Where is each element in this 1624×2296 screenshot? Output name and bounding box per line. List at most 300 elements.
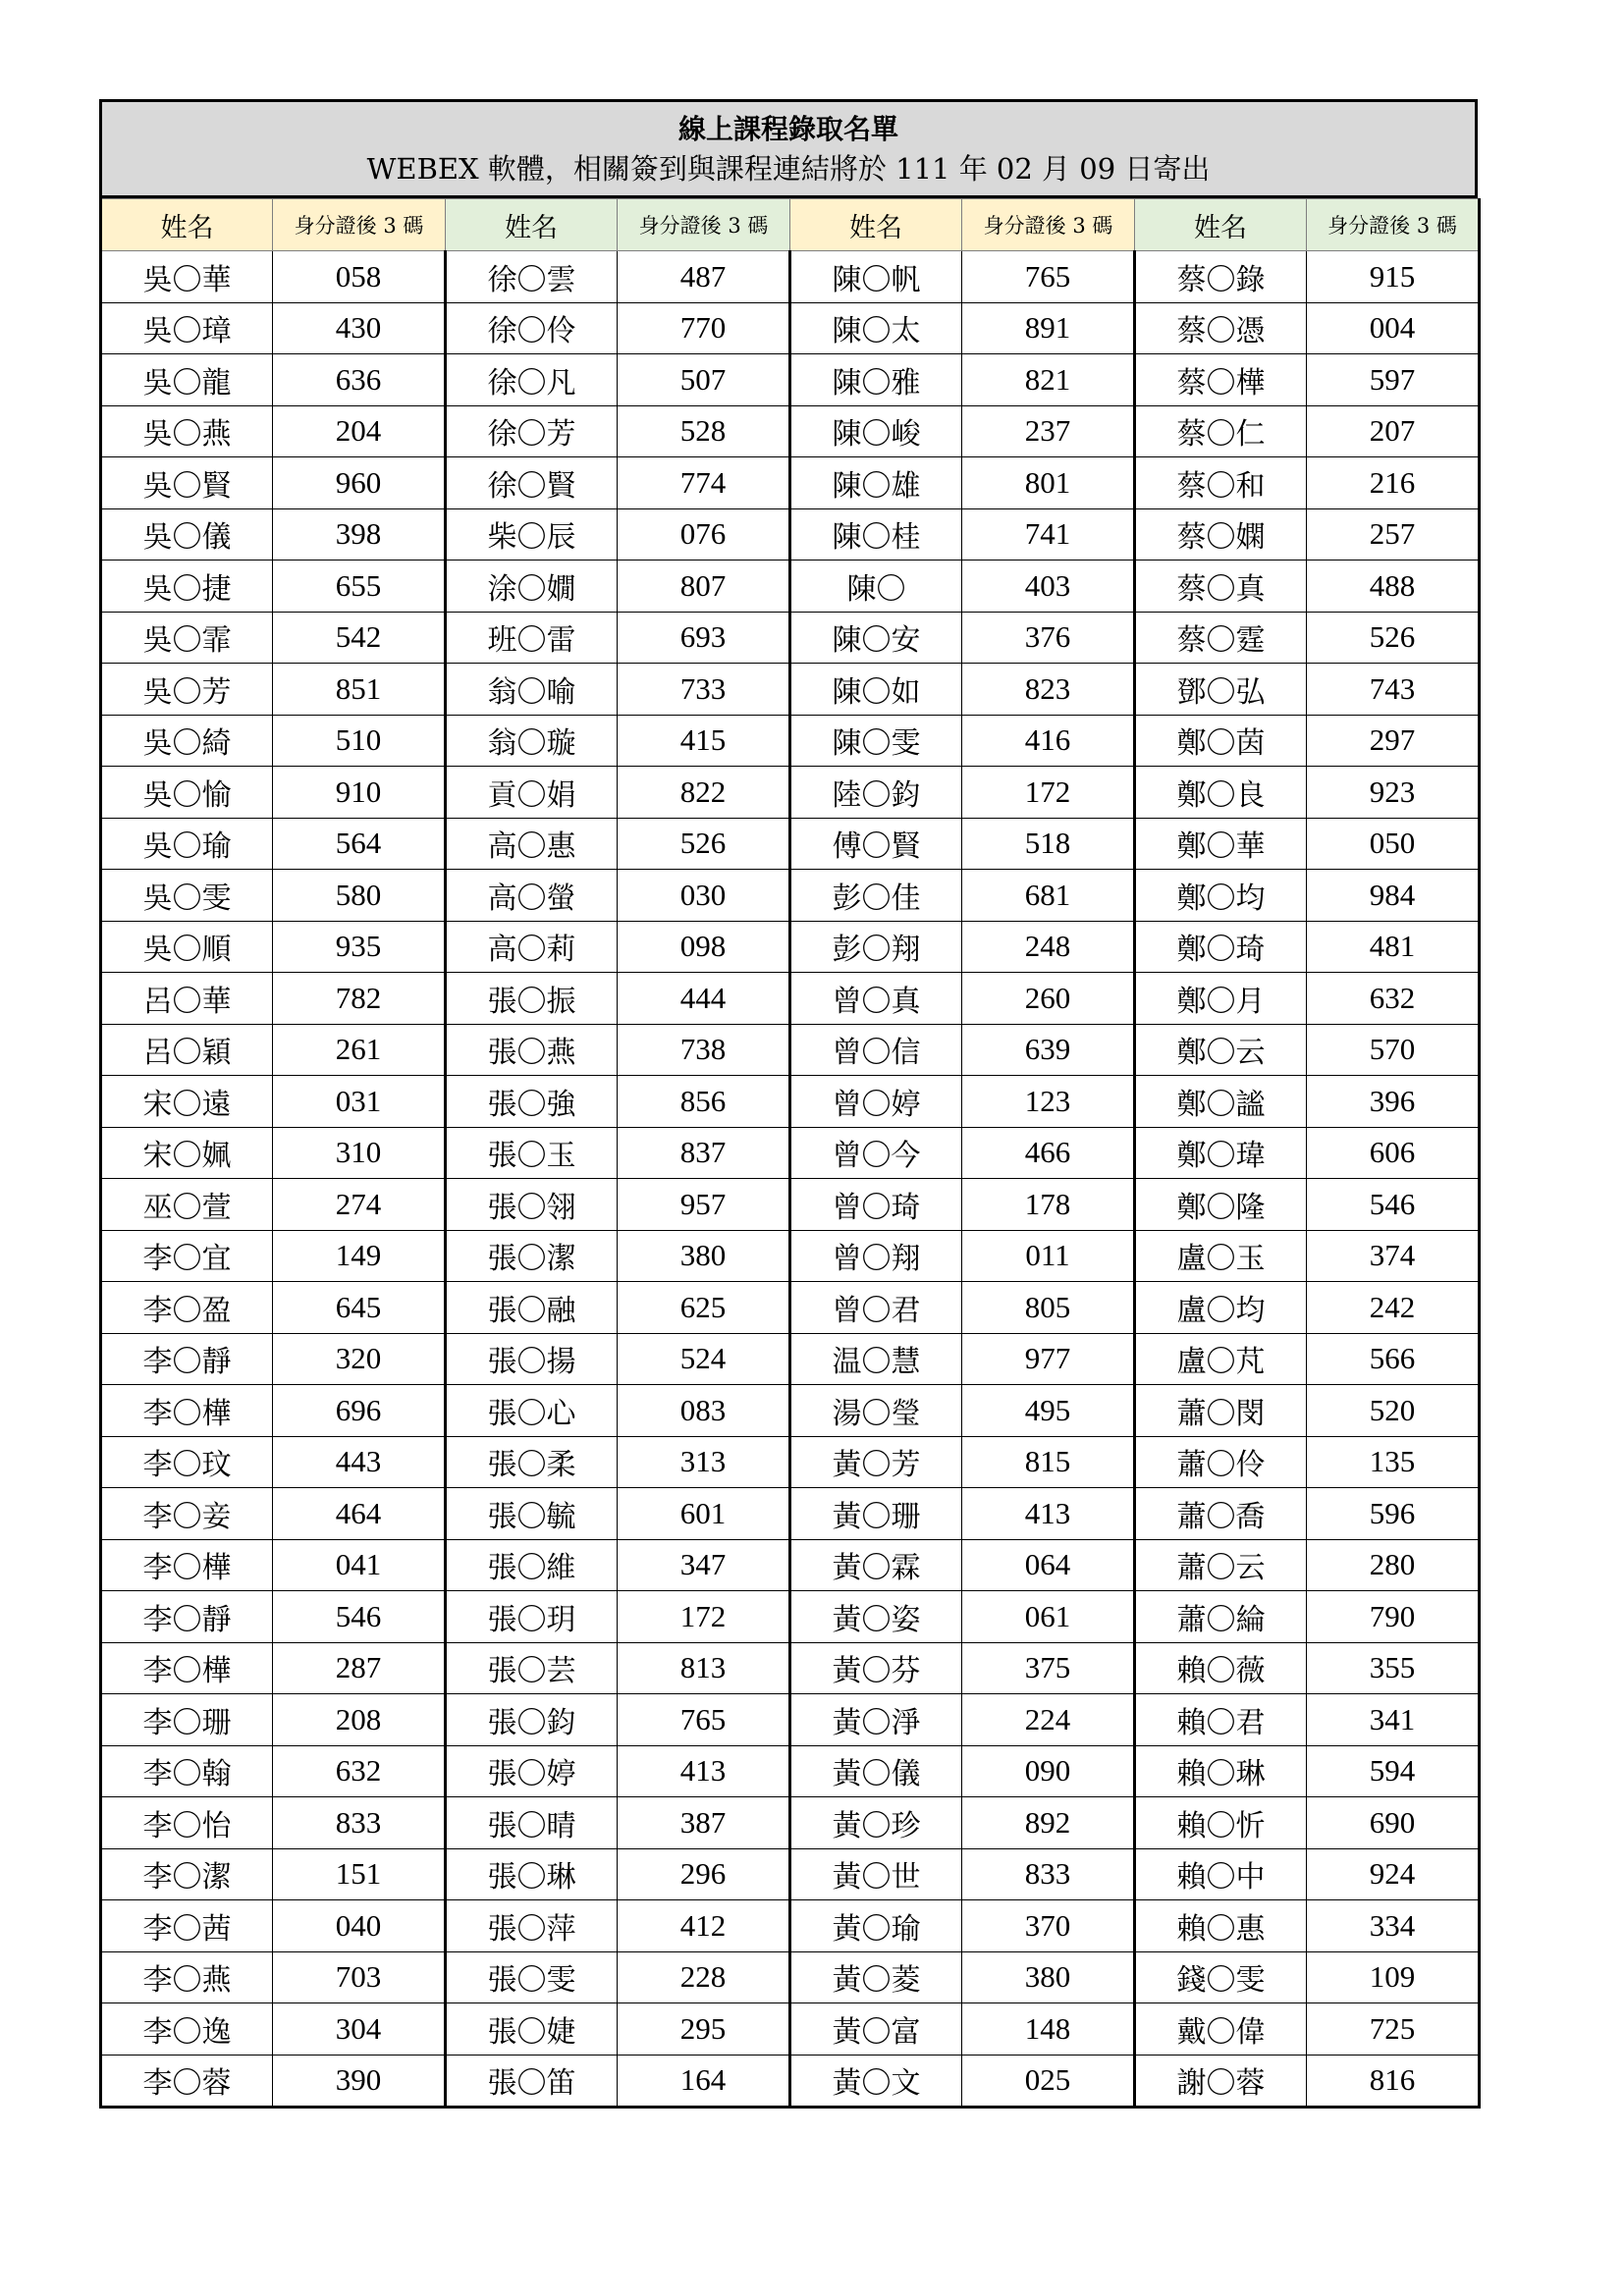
name-column-header: 姓名 bbox=[101, 199, 273, 251]
id-last3-cell: 546 bbox=[273, 1591, 446, 1643]
student-name-cell: 張〇維 bbox=[446, 1539, 618, 1591]
table-row bbox=[101, 508, 1480, 561]
student-name-cell: 呂〇穎 bbox=[101, 1024, 273, 1076]
student-name-cell: 戴〇偉 bbox=[1135, 2003, 1307, 2056]
id-last3-cell: 984 bbox=[1307, 870, 1480, 922]
id-last3-cell: 064 bbox=[962, 1539, 1135, 1591]
table-row bbox=[101, 1848, 1480, 1900]
student-name-cell: 黃〇珍 bbox=[790, 1797, 962, 1849]
student-name-cell: 蔡〇嫻 bbox=[1135, 508, 1307, 561]
student-name-cell: 張〇婷 bbox=[446, 1745, 618, 1797]
student-name-cell: 張〇融 bbox=[446, 1282, 618, 1334]
student-name-cell: 吳〇燕 bbox=[101, 405, 273, 457]
student-name-cell: 蔡〇真 bbox=[1135, 561, 1307, 613]
id-last3-cell: 297 bbox=[1307, 715, 1480, 767]
id-last3-cell: 807 bbox=[618, 561, 790, 613]
table-row bbox=[101, 1230, 1480, 1282]
table-row bbox=[101, 1436, 1480, 1488]
student-name-cell: 錢〇雯 bbox=[1135, 1951, 1307, 2003]
id-last3-cell: 570 bbox=[1307, 1024, 1480, 1076]
student-name-cell: 巫〇萱 bbox=[101, 1179, 273, 1231]
student-name-cell: 李〇潔 bbox=[101, 1848, 273, 1900]
id-last3-cell: 380 bbox=[618, 1230, 790, 1282]
student-name-cell: 陳〇桂 bbox=[790, 508, 962, 561]
table-row bbox=[101, 2055, 1480, 2108]
id-last3-cell: 090 bbox=[962, 1745, 1135, 1797]
id-last3-cell: 960 bbox=[273, 457, 446, 509]
admission-table bbox=[99, 198, 1481, 2109]
id-last3-cell: 398 bbox=[273, 508, 446, 561]
id-last3-cell: 495 bbox=[962, 1385, 1135, 1437]
student-name-cell: 張〇婕 bbox=[446, 2003, 618, 2056]
id-last3-cell: 403 bbox=[962, 561, 1135, 613]
student-name-cell: 李〇妾 bbox=[101, 1488, 273, 1540]
student-name-cell: 吳〇龍 bbox=[101, 354, 273, 406]
student-name-cell: 黃〇芬 bbox=[790, 1642, 962, 1694]
id-last3-cell: 833 bbox=[962, 1848, 1135, 1900]
id-last3-cell: 696 bbox=[273, 1385, 446, 1437]
id-last3-cell: 011 bbox=[962, 1230, 1135, 1282]
id-last3-cell: 387 bbox=[618, 1797, 790, 1849]
student-name-cell: 張〇揚 bbox=[446, 1333, 618, 1385]
student-name-cell: 張〇晴 bbox=[446, 1797, 618, 1849]
name-column-header: 姓名 bbox=[1135, 199, 1307, 251]
table-row bbox=[101, 1694, 1480, 1746]
student-name-cell: 吳〇芳 bbox=[101, 664, 273, 716]
student-name-cell: 吳〇璋 bbox=[101, 302, 273, 354]
student-name-cell: 宋〇姵 bbox=[101, 1127, 273, 1179]
id-last3-cell: 601 bbox=[618, 1488, 790, 1540]
id-last3-cell: 915 bbox=[1307, 251, 1480, 303]
table-row bbox=[101, 715, 1480, 767]
student-name-cell: 陳〇峻 bbox=[790, 405, 962, 457]
id-last3-cell: 341 bbox=[1307, 1694, 1480, 1746]
student-name-cell: 鄧〇弘 bbox=[1135, 664, 1307, 716]
id-last3-cell: 390 bbox=[273, 2055, 446, 2108]
id-last3-cell: 148 bbox=[962, 2003, 1135, 2056]
id-last3-cell: 413 bbox=[962, 1488, 1135, 1540]
id-last3-cell: 040 bbox=[273, 1900, 446, 1952]
student-name-cell: 李〇茜 bbox=[101, 1900, 273, 1952]
id-last3-cell: 625 bbox=[618, 1282, 790, 1334]
id-last3-cell: 520 bbox=[1307, 1385, 1480, 1437]
student-name-cell: 黃〇芳 bbox=[790, 1436, 962, 1488]
student-name-cell: 高〇螢 bbox=[446, 870, 618, 922]
student-name-cell: 張〇強 bbox=[446, 1076, 618, 1128]
student-name-cell: 盧〇玉 bbox=[1135, 1230, 1307, 1282]
student-name-cell: 蔡〇樺 bbox=[1135, 354, 1307, 406]
student-name-cell: 曾〇真 bbox=[790, 973, 962, 1025]
student-name-cell: 李〇樺 bbox=[101, 1539, 273, 1591]
table-row bbox=[101, 1900, 1480, 1952]
id-last3-cell: 287 bbox=[273, 1642, 446, 1694]
table-row bbox=[101, 1179, 1480, 1231]
id-last3-cell: 639 bbox=[962, 1024, 1135, 1076]
page-title: 線上課程錄取名單 bbox=[677, 113, 898, 145]
student-name-cell: 蕭〇綸 bbox=[1135, 1591, 1307, 1643]
table-row bbox=[101, 1385, 1480, 1437]
id-last3-cell: 413 bbox=[618, 1745, 790, 1797]
id-last3-cell: 310 bbox=[273, 1127, 446, 1179]
id-last3-cell: 164 bbox=[618, 2055, 790, 2108]
student-name-cell: 張〇雯 bbox=[446, 1951, 618, 2003]
student-name-cell: 黃〇儀 bbox=[790, 1745, 962, 1797]
table-row bbox=[101, 921, 1480, 973]
id-code-column-header: 身分證後 3 碼 bbox=[1307, 199, 1480, 251]
id-last3-cell: 050 bbox=[1307, 818, 1480, 870]
id-last3-cell: 123 bbox=[962, 1076, 1135, 1128]
student-name-cell: 張〇萍 bbox=[446, 1900, 618, 1952]
id-last3-cell: 488 bbox=[1307, 561, 1480, 613]
id-last3-cell: 518 bbox=[962, 818, 1135, 870]
page-subtitle: WEBEX 軟體，相關簽到與課程連結將於 111 年 02 月 09 日寄出 bbox=[366, 152, 1211, 186]
id-last3-cell: 376 bbox=[962, 612, 1135, 664]
id-last3-cell: 594 bbox=[1307, 1745, 1480, 1797]
id-last3-cell: 564 bbox=[273, 818, 446, 870]
table-row bbox=[101, 1951, 1480, 2003]
id-last3-cell: 228 bbox=[618, 1951, 790, 2003]
id-last3-cell: 606 bbox=[1307, 1127, 1480, 1179]
id-last3-cell: 765 bbox=[618, 1694, 790, 1746]
student-name-cell: 傅〇賢 bbox=[790, 818, 962, 870]
student-name-cell: 彭〇佳 bbox=[790, 870, 962, 922]
table-row bbox=[101, 1333, 1480, 1385]
student-name-cell: 鄭〇云 bbox=[1135, 1024, 1307, 1076]
student-name-cell: 鄭〇琦 bbox=[1135, 921, 1307, 973]
table-row bbox=[101, 612, 1480, 664]
id-last3-cell: 172 bbox=[962, 767, 1135, 819]
student-name-cell: 鄭〇茵 bbox=[1135, 715, 1307, 767]
table-row bbox=[101, 1539, 1480, 1591]
student-name-cell: 陸〇鈞 bbox=[790, 767, 962, 819]
student-name-cell: 貢〇娟 bbox=[446, 767, 618, 819]
id-last3-cell: 725 bbox=[1307, 2003, 1480, 2056]
student-name-cell: 吳〇儀 bbox=[101, 508, 273, 561]
id-last3-cell: 481 bbox=[1307, 921, 1480, 973]
id-last3-cell: 821 bbox=[962, 354, 1135, 406]
id-last3-cell: 216 bbox=[1307, 457, 1480, 509]
id-last3-cell: 892 bbox=[962, 1797, 1135, 1849]
student-name-cell: 翁〇喻 bbox=[446, 664, 618, 716]
student-name-cell: 曾〇婷 bbox=[790, 1076, 962, 1128]
student-name-cell: 吳〇捷 bbox=[101, 561, 273, 613]
id-last3-cell: 815 bbox=[962, 1436, 1135, 1488]
id-last3-cell: 304 bbox=[273, 2003, 446, 2056]
id-last3-cell: 632 bbox=[273, 1745, 446, 1797]
student-name-cell: 陳〇安 bbox=[790, 612, 962, 664]
id-last3-cell: 396 bbox=[1307, 1076, 1480, 1128]
id-last3-cell: 058 bbox=[273, 251, 446, 303]
student-name-cell: 李〇怡 bbox=[101, 1797, 273, 1849]
table-row bbox=[101, 1488, 1480, 1540]
student-name-cell: 曾〇今 bbox=[790, 1127, 962, 1179]
id-last3-cell: 151 bbox=[273, 1848, 446, 1900]
student-name-cell: 張〇振 bbox=[446, 973, 618, 1025]
student-name-cell: 黃〇富 bbox=[790, 2003, 962, 2056]
student-name-cell: 宋〇遠 bbox=[101, 1076, 273, 1128]
id-last3-cell: 274 bbox=[273, 1179, 446, 1231]
id-last3-cell: 260 bbox=[962, 973, 1135, 1025]
student-name-cell: 盧〇均 bbox=[1135, 1282, 1307, 1334]
student-name-cell: 蔡〇錄 bbox=[1135, 251, 1307, 303]
id-last3-cell: 416 bbox=[962, 715, 1135, 767]
student-name-cell: 黃〇珊 bbox=[790, 1488, 962, 1540]
student-name-cell: 張〇燕 bbox=[446, 1024, 618, 1076]
id-last3-cell: 632 bbox=[1307, 973, 1480, 1025]
student-name-cell: 黃〇淨 bbox=[790, 1694, 962, 1746]
student-name-cell: 蔡〇憑 bbox=[1135, 302, 1307, 354]
id-last3-cell: 693 bbox=[618, 612, 790, 664]
id-last3-cell: 374 bbox=[1307, 1230, 1480, 1282]
table-row bbox=[101, 1282, 1480, 1334]
id-last3-cell: 487 bbox=[618, 251, 790, 303]
student-name-cell: 涂〇嫺 bbox=[446, 561, 618, 613]
student-name-cell: 黃〇瑜 bbox=[790, 1900, 962, 1952]
id-last3-cell: 510 bbox=[273, 715, 446, 767]
student-name-cell: 吳〇綺 bbox=[101, 715, 273, 767]
student-name-cell: 張〇潔 bbox=[446, 1230, 618, 1282]
id-last3-cell: 295 bbox=[618, 2003, 790, 2056]
name-column-header: 姓名 bbox=[446, 199, 618, 251]
id-last3-cell: 004 bbox=[1307, 302, 1480, 354]
id-last3-cell: 526 bbox=[1307, 612, 1480, 664]
id-last3-cell: 466 bbox=[962, 1127, 1135, 1179]
student-name-cell: 高〇莉 bbox=[446, 921, 618, 973]
id-last3-cell: 813 bbox=[618, 1642, 790, 1694]
student-name-cell: 曾〇君 bbox=[790, 1282, 962, 1334]
student-name-cell: 張〇心 bbox=[446, 1385, 618, 1437]
id-last3-cell: 833 bbox=[273, 1797, 446, 1849]
student-name-cell: 賴〇琳 bbox=[1135, 1745, 1307, 1797]
id-last3-cell: 770 bbox=[618, 302, 790, 354]
id-last3-cell: 257 bbox=[1307, 508, 1480, 561]
id-last3-cell: 061 bbox=[962, 1591, 1135, 1643]
id-last3-cell: 528 bbox=[618, 405, 790, 457]
student-name-cell: 鄭〇隆 bbox=[1135, 1179, 1307, 1231]
student-name-cell: 陳〇帆 bbox=[790, 251, 962, 303]
id-last3-cell: 242 bbox=[1307, 1282, 1480, 1334]
student-name-cell: 蕭〇閔 bbox=[1135, 1385, 1307, 1437]
student-name-cell: 吳〇順 bbox=[101, 921, 273, 973]
student-name-cell: 賴〇忻 bbox=[1135, 1797, 1307, 1849]
id-last3-cell: 856 bbox=[618, 1076, 790, 1128]
id-last3-cell: 566 bbox=[1307, 1333, 1480, 1385]
student-name-cell: 李〇盈 bbox=[101, 1282, 273, 1334]
table-row bbox=[101, 251, 1480, 303]
id-last3-cell: 207 bbox=[1307, 405, 1480, 457]
title-block bbox=[99, 99, 1478, 198]
student-name-cell: 曾〇信 bbox=[790, 1024, 962, 1076]
id-last3-cell: 109 bbox=[1307, 1951, 1480, 2003]
student-name-cell: 蕭〇伶 bbox=[1135, 1436, 1307, 1488]
student-name-cell: 賴〇中 bbox=[1135, 1848, 1307, 1900]
id-last3-cell: 924 bbox=[1307, 1848, 1480, 1900]
id-last3-cell: 320 bbox=[273, 1333, 446, 1385]
id-last3-cell: 464 bbox=[273, 1488, 446, 1540]
id-last3-cell: 347 bbox=[618, 1539, 790, 1591]
id-last3-cell: 823 bbox=[962, 664, 1135, 716]
student-name-cell: 蕭〇云 bbox=[1135, 1539, 1307, 1591]
table-row bbox=[101, 870, 1480, 922]
id-last3-cell: 782 bbox=[273, 973, 446, 1025]
id-last3-cell: 280 bbox=[1307, 1539, 1480, 1591]
student-name-cell: 吳〇賢 bbox=[101, 457, 273, 509]
student-name-cell: 温〇慧 bbox=[790, 1333, 962, 1385]
student-name-cell: 張〇柔 bbox=[446, 1436, 618, 1488]
id-last3-cell: 334 bbox=[1307, 1900, 1480, 1952]
student-name-cell: 李〇靜 bbox=[101, 1333, 273, 1385]
table-row bbox=[101, 1797, 1480, 1849]
table-row bbox=[101, 1024, 1480, 1076]
id-last3-cell: 444 bbox=[618, 973, 790, 1025]
id-last3-cell: 261 bbox=[273, 1024, 446, 1076]
student-name-cell: 吳〇愉 bbox=[101, 767, 273, 819]
student-name-cell: 鄭〇謐 bbox=[1135, 1076, 1307, 1128]
id-code-column-header: 身分證後 3 碼 bbox=[962, 199, 1135, 251]
student-name-cell: 蕭〇喬 bbox=[1135, 1488, 1307, 1540]
student-name-cell: 黃〇霖 bbox=[790, 1539, 962, 1591]
table-row bbox=[101, 664, 1480, 716]
student-name-cell: 徐〇凡 bbox=[446, 354, 618, 406]
student-name-cell: 班〇雷 bbox=[446, 612, 618, 664]
student-name-cell: 翁〇璇 bbox=[446, 715, 618, 767]
id-last3-cell: 380 bbox=[962, 1951, 1135, 2003]
id-last3-cell: 204 bbox=[273, 405, 446, 457]
id-last3-cell: 041 bbox=[273, 1539, 446, 1591]
student-name-cell: 吳〇雯 bbox=[101, 870, 273, 922]
student-name-cell: 張〇玉 bbox=[446, 1127, 618, 1179]
student-name-cell: 李〇樺 bbox=[101, 1642, 273, 1694]
id-last3-cell: 370 bbox=[962, 1900, 1135, 1952]
admission-list-sheet bbox=[99, 99, 1478, 2109]
student-name-cell: 徐〇雲 bbox=[446, 251, 618, 303]
id-last3-cell: 524 bbox=[618, 1333, 790, 1385]
student-name-cell: 黃〇菱 bbox=[790, 1951, 962, 2003]
id-last3-cell: 801 bbox=[962, 457, 1135, 509]
id-last3-cell: 851 bbox=[273, 664, 446, 716]
student-name-cell: 黃〇世 bbox=[790, 1848, 962, 1900]
id-last3-cell: 703 bbox=[273, 1951, 446, 2003]
id-last3-cell: 296 bbox=[618, 1848, 790, 1900]
student-name-cell: 李〇珊 bbox=[101, 1694, 273, 1746]
id-last3-cell: 507 bbox=[618, 354, 790, 406]
student-name-cell: 吳〇瑜 bbox=[101, 818, 273, 870]
student-name-cell: 陳〇雅 bbox=[790, 354, 962, 406]
student-name-cell: 張〇翎 bbox=[446, 1179, 618, 1231]
id-last3-cell: 977 bbox=[962, 1333, 1135, 1385]
table-row bbox=[101, 561, 1480, 613]
student-name-cell: 謝〇蓉 bbox=[1135, 2055, 1307, 2108]
id-last3-cell: 430 bbox=[273, 302, 446, 354]
student-name-cell: 彭〇翔 bbox=[790, 921, 962, 973]
student-name-cell: 黃〇姿 bbox=[790, 1591, 962, 1643]
student-name-cell: 李〇宜 bbox=[101, 1230, 273, 1282]
student-name-cell: 李〇靜 bbox=[101, 1591, 273, 1643]
student-name-cell: 鄭〇均 bbox=[1135, 870, 1307, 922]
student-name-cell: 柴〇辰 bbox=[446, 508, 618, 561]
name-column-header: 姓名 bbox=[790, 199, 962, 251]
table-row bbox=[101, 354, 1480, 406]
table-row bbox=[101, 405, 1480, 457]
student-name-cell: 張〇毓 bbox=[446, 1488, 618, 1540]
id-last3-cell: 415 bbox=[618, 715, 790, 767]
id-last3-cell: 076 bbox=[618, 508, 790, 561]
id-last3-cell: 935 bbox=[273, 921, 446, 973]
student-name-cell: 張〇鈞 bbox=[446, 1694, 618, 1746]
student-name-cell: 賴〇惠 bbox=[1135, 1900, 1307, 1952]
student-name-cell: 湯〇瑩 bbox=[790, 1385, 962, 1437]
student-name-cell: 陳〇 bbox=[790, 561, 962, 613]
student-name-cell: 張〇芸 bbox=[446, 1642, 618, 1694]
id-last3-cell: 237 bbox=[962, 405, 1135, 457]
id-last3-cell: 526 bbox=[618, 818, 790, 870]
table-row bbox=[101, 457, 1480, 509]
id-last3-cell: 135 bbox=[1307, 1436, 1480, 1488]
student-name-cell: 呂〇華 bbox=[101, 973, 273, 1025]
id-last3-cell: 443 bbox=[273, 1436, 446, 1488]
id-last3-cell: 412 bbox=[618, 1900, 790, 1952]
id-last3-cell: 891 bbox=[962, 302, 1135, 354]
table-row bbox=[101, 1591, 1480, 1643]
id-last3-cell: 098 bbox=[618, 921, 790, 973]
table-row bbox=[101, 973, 1480, 1025]
student-name-cell: 黃〇文 bbox=[790, 2055, 962, 2108]
id-last3-cell: 030 bbox=[618, 870, 790, 922]
table-row bbox=[101, 302, 1480, 354]
student-name-cell: 曾〇翔 bbox=[790, 1230, 962, 1282]
student-name-cell: 吳〇霏 bbox=[101, 612, 273, 664]
id-last3-cell: 313 bbox=[618, 1436, 790, 1488]
id-last3-cell: 816 bbox=[1307, 2055, 1480, 2108]
student-name-cell: 李〇翰 bbox=[101, 1745, 273, 1797]
id-last3-cell: 923 bbox=[1307, 767, 1480, 819]
id-last3-cell: 690 bbox=[1307, 1797, 1480, 1849]
header-row bbox=[101, 199, 1480, 251]
student-name-cell: 李〇逸 bbox=[101, 2003, 273, 2056]
student-name-cell: 賴〇君 bbox=[1135, 1694, 1307, 1746]
student-name-cell: 李〇樺 bbox=[101, 1385, 273, 1437]
id-last3-cell: 083 bbox=[618, 1385, 790, 1437]
id-last3-cell: 738 bbox=[618, 1024, 790, 1076]
id-last3-cell: 596 bbox=[1307, 1488, 1480, 1540]
id-last3-cell: 224 bbox=[962, 1694, 1135, 1746]
student-name-cell: 徐〇芳 bbox=[446, 405, 618, 457]
student-name-cell: 蔡〇和 bbox=[1135, 457, 1307, 509]
student-name-cell: 曾〇琦 bbox=[790, 1179, 962, 1231]
student-name-cell: 李〇燕 bbox=[101, 1951, 273, 2003]
id-last3-cell: 248 bbox=[962, 921, 1135, 973]
table-row bbox=[101, 1076, 1480, 1128]
id-last3-cell: 597 bbox=[1307, 354, 1480, 406]
id-code-column-header: 身分證後 3 碼 bbox=[618, 199, 790, 251]
student-name-cell: 徐〇賢 bbox=[446, 457, 618, 509]
student-name-cell: 李〇玟 bbox=[101, 1436, 273, 1488]
id-last3-cell: 542 bbox=[273, 612, 446, 664]
student-name-cell: 吳〇華 bbox=[101, 251, 273, 303]
student-name-cell: 鄭〇良 bbox=[1135, 767, 1307, 819]
table-row bbox=[101, 767, 1480, 819]
student-name-cell: 蔡〇仁 bbox=[1135, 405, 1307, 457]
table-row bbox=[101, 1642, 1480, 1694]
id-last3-cell: 025 bbox=[962, 2055, 1135, 2108]
id-last3-cell: 355 bbox=[1307, 1642, 1480, 1694]
id-last3-cell: 655 bbox=[273, 561, 446, 613]
table-row bbox=[101, 818, 1480, 870]
id-last3-cell: 774 bbox=[618, 457, 790, 509]
student-name-cell: 高〇惠 bbox=[446, 818, 618, 870]
student-name-cell: 鄭〇瑋 bbox=[1135, 1127, 1307, 1179]
id-last3-cell: 681 bbox=[962, 870, 1135, 922]
